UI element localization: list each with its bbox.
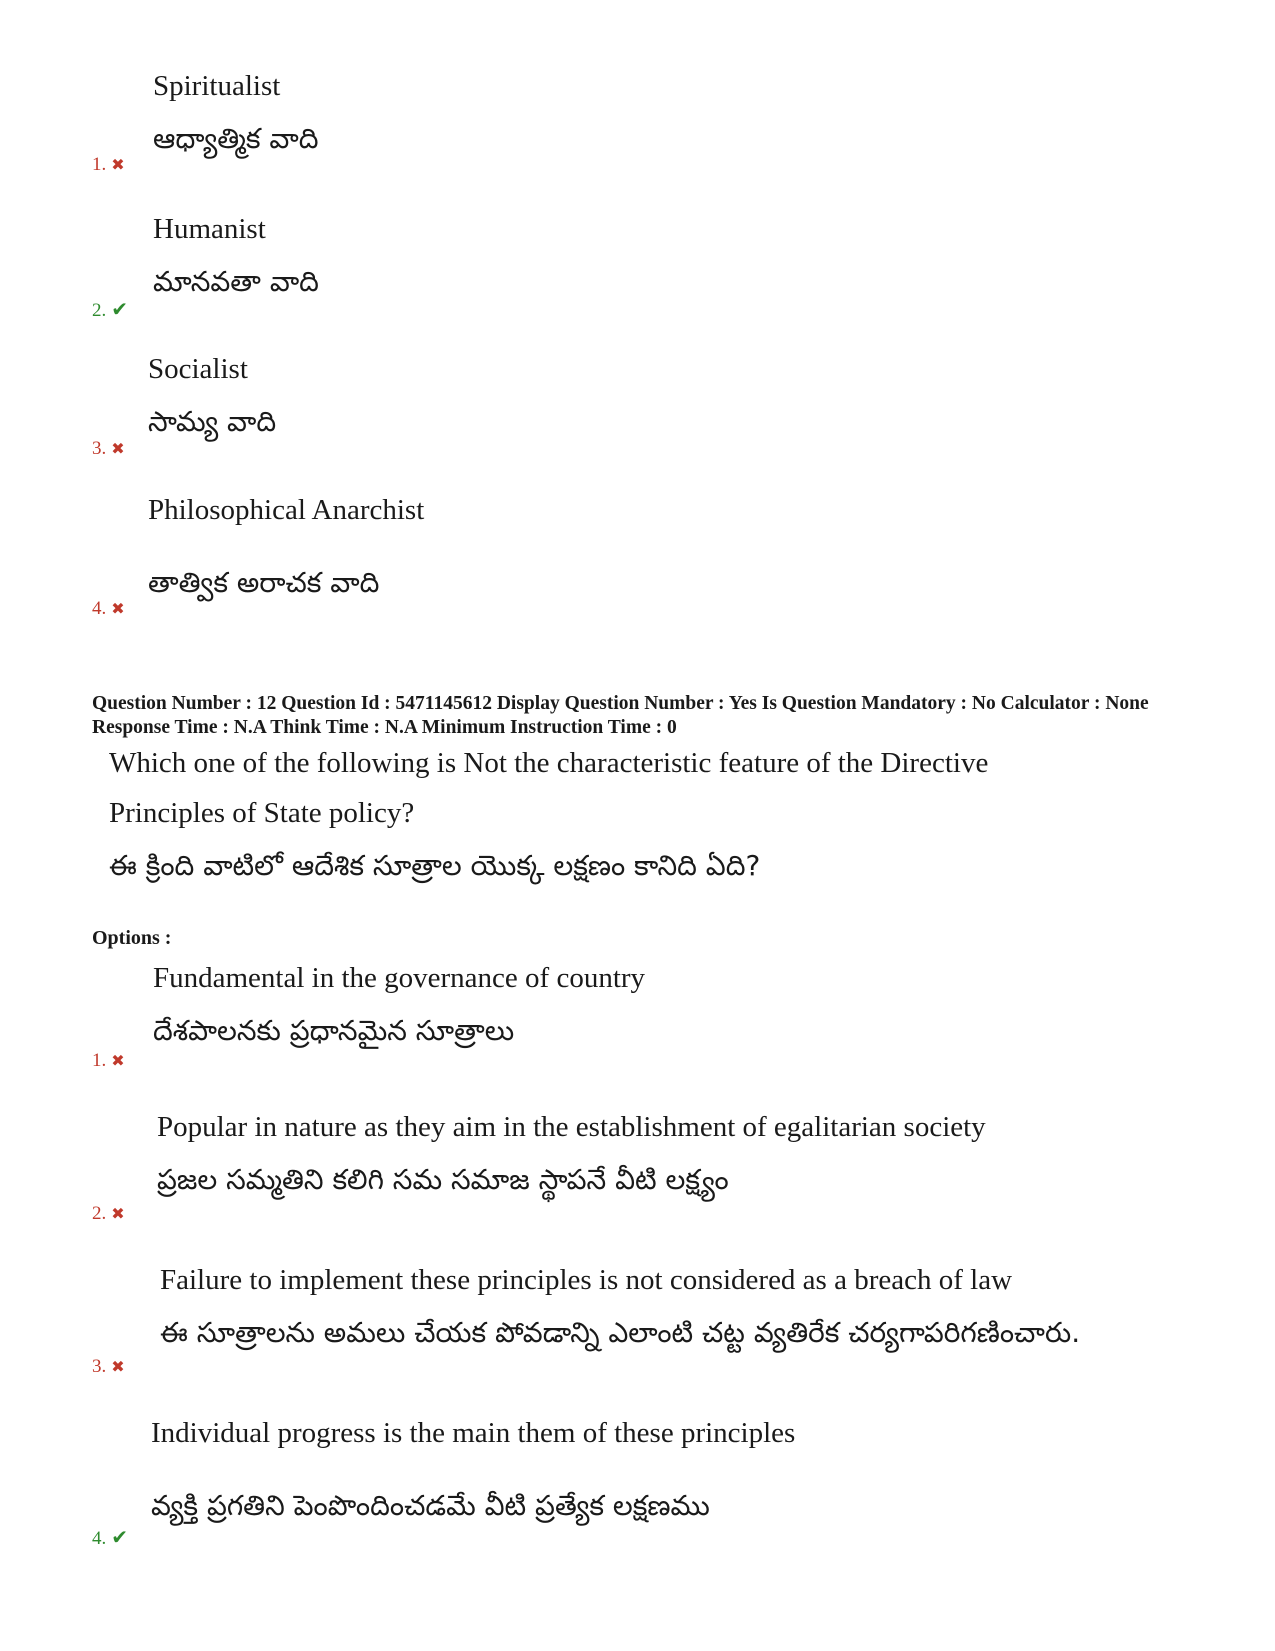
question-meta: Question Number : 12 Question Id : 5471145612 Display Question Number : Yes Is Question Mandatory : No Calculator : None Response Time : N.A Think Time : N.A Minimum Instruction Time : 0: [92, 693, 1149, 738]
question-text-en-line1: Which one of the following is Not the characteristic feature of the Directive: [109, 747, 989, 779]
option-4-en: Individual progress is the main them of these principles: [151, 1417, 796, 1449]
option-1-te: దేశపాలనకు ప్రధానమైన సూత్రాలు: [153, 1014, 515, 1047]
cross-icon: ✖: [111, 155, 125, 174]
option-1-en: Fundamental in the governance of country: [153, 962, 646, 994]
option-2-te: ప్రజల సమ్మతిని కలిగి సమ సమాజ స్థాపనే వీటి లక్ష్యం: [157, 1163, 729, 1196]
prev-option-4-te: తాత్విక అరాచక వాది: [148, 566, 380, 599]
cross-icon: ✖: [111, 1204, 125, 1223]
prev-option-2-en: Humanist: [153, 213, 266, 245]
option-2-en: Popular in nature as they aim in the establishment of egalitarian society: [157, 1111, 986, 1143]
cross-icon: ✖: [111, 1357, 125, 1376]
prev-option-1-te: ఆధ్యాత్మిక వాది: [153, 122, 319, 155]
check-icon: ✔: [111, 1525, 129, 1549]
option-4-marker: 4. ✔: [92, 1525, 129, 1549]
option-3-marker: 3. ✖: [92, 1356, 125, 1377]
prev-option-1-en: Spiritualist: [153, 70, 281, 102]
cross-icon: ✖: [111, 599, 125, 618]
option-4-te: వ్యక్తి ప్రగతిని పెంపొందించడమే వీటి ప్రత్యేక లక్షణము: [151, 1489, 710, 1522]
prev-option-4-marker: 4. ✖: [92, 598, 125, 619]
prev-option-2-te: మానవతా వాది: [153, 265, 319, 298]
prev-option-3-en: Socialist: [148, 353, 248, 385]
prev-option-2-marker: 2. ✔: [92, 297, 129, 321]
option-1-marker: 1. ✖: [92, 1050, 125, 1071]
option-2-marker: 2. ✖: [92, 1203, 125, 1224]
check-icon: ✔: [111, 297, 129, 321]
cross-icon: ✖: [111, 439, 125, 458]
prev-option-4-en: Philosophical Anarchist: [148, 494, 425, 526]
option-3-en: Failure to implement these principles is not considered as a breach of law: [160, 1264, 1013, 1296]
question-text-te: ఈ క్రింది వాటిలో ఆదేశిక సూత్రాల యొక్క లక్షణం కానిది ఏది?: [109, 849, 761, 882]
prev-option-1-marker: 1. ✖: [92, 154, 125, 175]
prev-option-3-te: సామ్య వాది: [148, 405, 277, 438]
option-3-te: ఈ సూత్రాలను అమలు చేయక పోవడాన్ని ఎలాంటి చట్ట వ్యతిరేక చర్యగాపరిగణించారు.: [160, 1316, 1081, 1349]
cross-icon: ✖: [111, 1051, 125, 1070]
question-text-en-line2: Principles of State policy?: [109, 797, 415, 829]
prev-option-3-marker: 3. ✖: [92, 438, 125, 459]
options-label: Options :: [92, 927, 172, 949]
